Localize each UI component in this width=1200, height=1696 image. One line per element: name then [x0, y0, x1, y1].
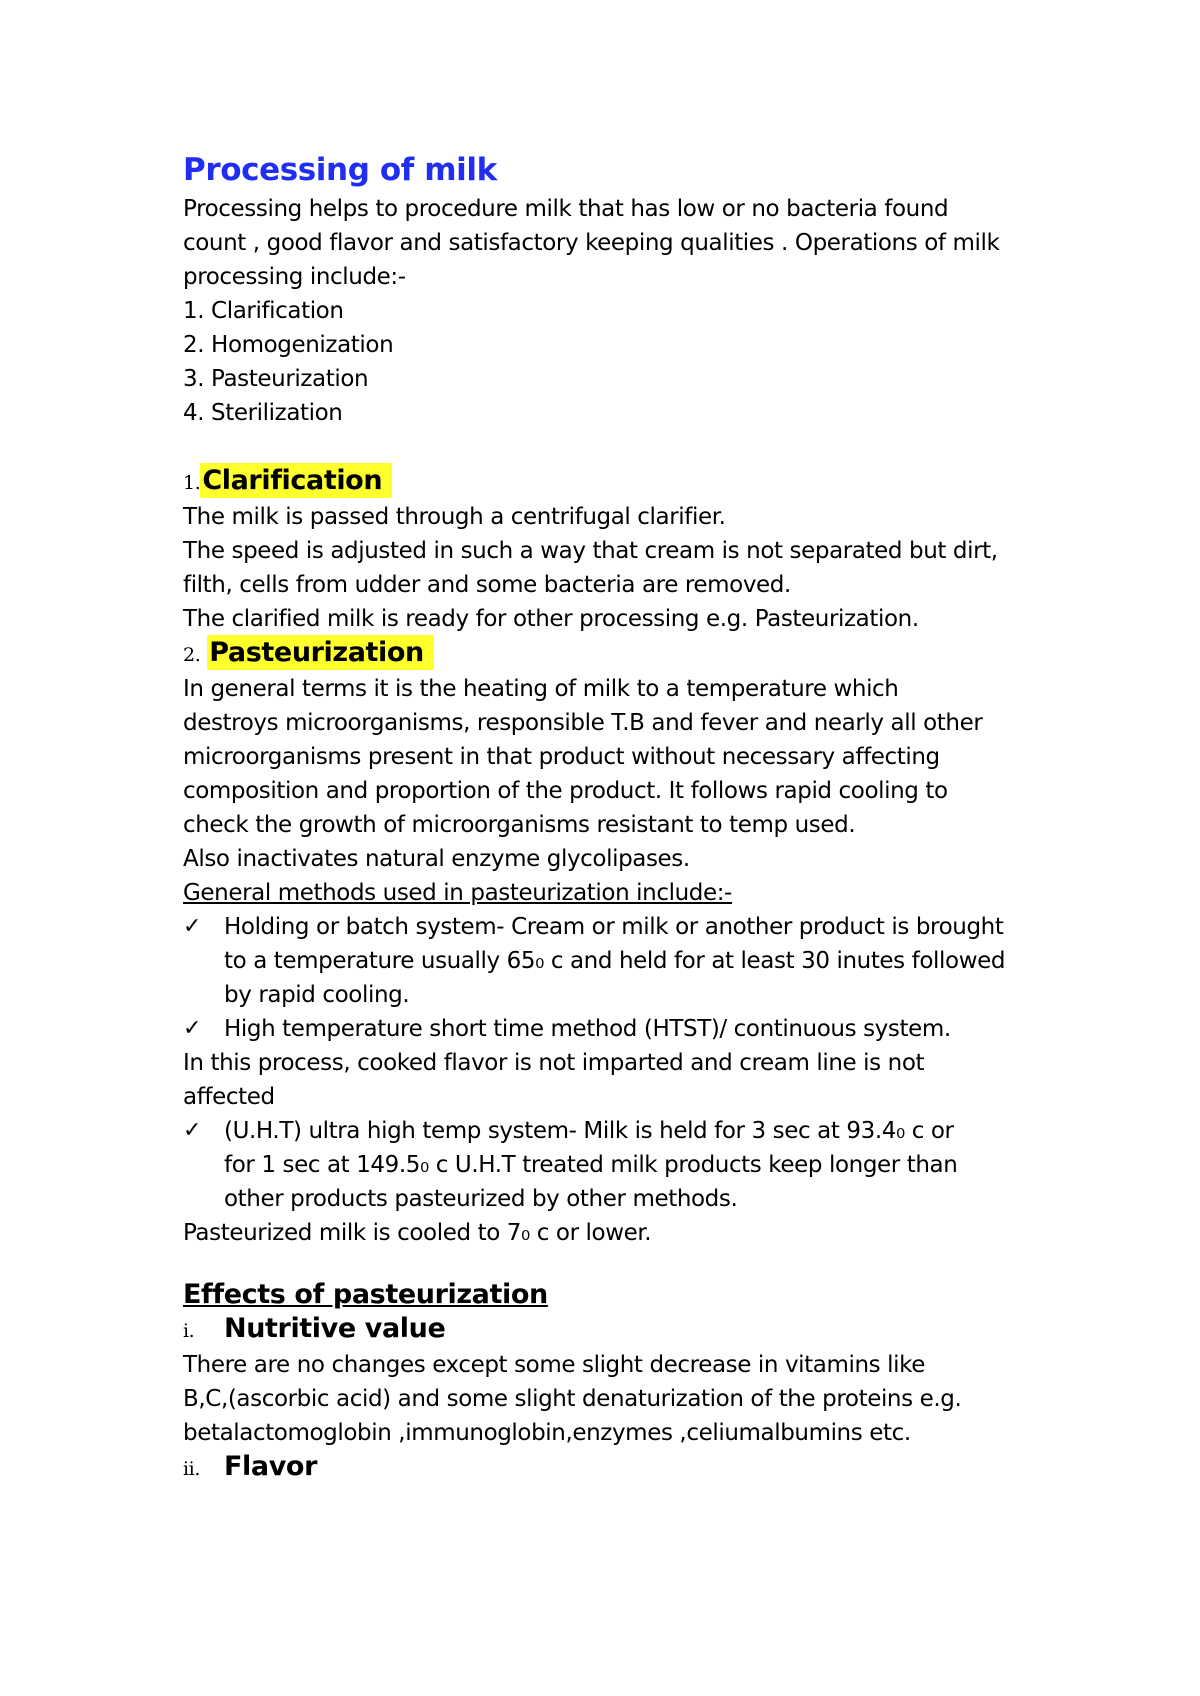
pasteurization-heading — [183, 636, 1063, 672]
checkmark-icon: ✓ — [183, 914, 202, 939]
body-line: The speed is adjusted in such a way that cream is not separated but dirt, — [183, 538, 998, 564]
list-item: 1. Clarification — [183, 298, 344, 324]
nutritive-heading — [183, 1312, 1063, 1348]
subsection-title: Nutritive value — [224, 1313, 446, 1344]
intro-line: processing include:- — [183, 264, 406, 290]
item-line: (U.H.T) ultra high temp system- Milk is held for 3 sec at 93.4₀ c or — [224, 1118, 954, 1144]
section-title: Pasteurization — [207, 635, 434, 670]
section-number: 1. — [183, 472, 201, 494]
methods-heading: General methods used in pasteurization include:- — [183, 880, 732, 906]
flavor-heading — [183, 1450, 1063, 1486]
spacer — [183, 430, 1063, 464]
body-line: B,C,(ascorbic acid) and some slight denaturization of the proteins e.g. — [183, 1386, 962, 1412]
checkmark-icon: ✓ — [183, 1016, 202, 1041]
page-title: Processing of milk — [183, 152, 497, 188]
item-line: other products pasteurized by other methods. — [224, 1186, 738, 1212]
body-line: affected — [183, 1084, 275, 1110]
clarification-body — [183, 500, 1063, 636]
body-line: composition and proportion of the product. It follows rapid cooling to — [183, 778, 948, 804]
intro-paragraph — [183, 192, 1063, 294]
list-item: 4. Sterilization — [183, 400, 343, 426]
item-line: by rapid cooling. — [224, 982, 410, 1008]
operations-list — [183, 294, 1063, 430]
body-line: Pasteurized milk is cooled to 7₀ c or lower. — [183, 1220, 652, 1246]
document-body — [183, 148, 1063, 1486]
check-list-item — [183, 910, 1063, 1012]
list-item: 2. Homogenization — [183, 332, 394, 358]
intro-line: Processing helps to procedure milk that has low or no bacteria found — [183, 196, 949, 222]
checkmark-icon: ✓ — [183, 1118, 202, 1143]
check-list-item — [183, 1012, 1063, 1046]
list-item: 3. Pasteurization — [183, 366, 369, 392]
body-line: betalactomoglobin ,immunoglobin,enzymes ,celiumalbumins etc. — [183, 1420, 911, 1446]
body-line: The milk is passed through a centrifugal clarifier. — [183, 504, 726, 530]
section-title: Clarification — [200, 463, 392, 498]
body-line: There are no changes except some slight decrease in vitamins like — [183, 1352, 925, 1378]
intro-line: count , good flavor and satisfactory keeping qualities . Operations of milk — [183, 230, 1000, 256]
body-line: filth, cells from udder and some bacteria are removed. — [183, 572, 791, 598]
body-line: The clarified milk is ready for other processing e.g. Pasteurization. — [183, 606, 919, 632]
nutritive-body — [183, 1348, 1063, 1450]
body-line: In general terms it is the heating of milk to a temperature which — [183, 676, 899, 702]
body-line: Also inactivates natural enzyme glycolipases. — [183, 846, 690, 872]
pasteurization-body — [183, 672, 1063, 1250]
clarification-heading — [183, 464, 1063, 500]
body-line: destroys microorganisms, responsible T.B and fever and nearly all other — [183, 710, 983, 736]
check-list-item — [183, 1114, 1063, 1216]
item-line: to a temperature usually 65₀ c and held for at least 30 inutes followed — [224, 948, 1006, 974]
item-line: High temperature short time method (HTST)/ continuous system. — [224, 1016, 951, 1042]
body-line: In this process, cooked flavor is not imparted and cream line is not — [183, 1050, 925, 1076]
item-line: Holding or batch system- Cream or milk or another product is brought — [224, 914, 1004, 940]
body-line: check the growth of microorganisms resistant to temp used. — [183, 812, 856, 838]
subsection-title: Flavor — [224, 1451, 317, 1482]
roman-numeral: ii. — [183, 1458, 200, 1480]
effects-heading: Effects of pasteurization — [183, 1279, 548, 1310]
body-line: microorganisms present in that product without necessary affecting — [183, 744, 940, 770]
item-line: for 1 sec at 149.5₀ c U.H.T treated milk products keep longer than — [224, 1152, 958, 1178]
section-number: 2. — [183, 644, 201, 666]
roman-numeral: i. — [183, 1320, 195, 1342]
